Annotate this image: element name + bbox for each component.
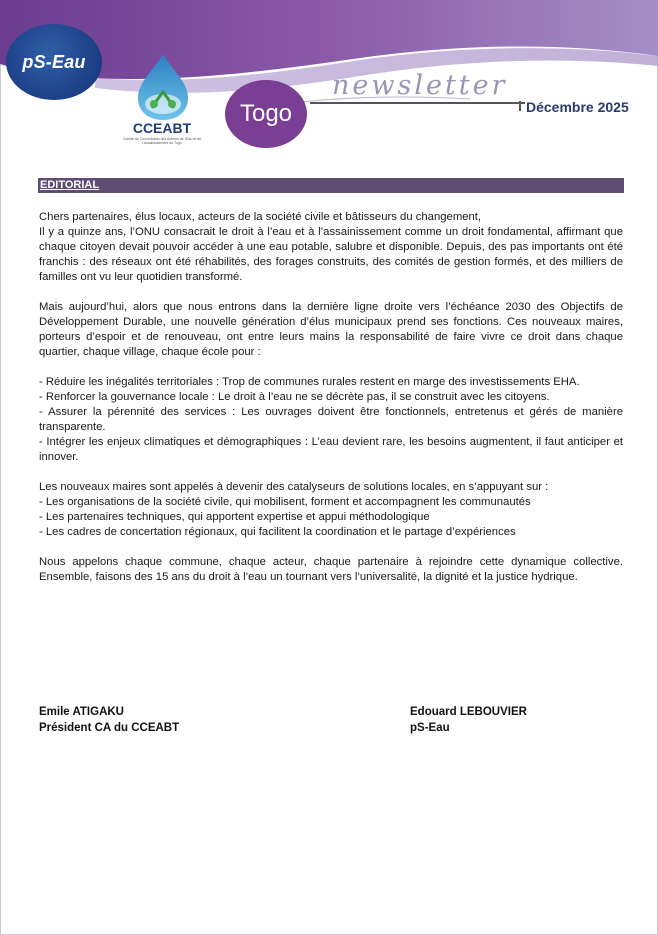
signature-right bbox=[410, 704, 527, 736]
signatory-title: Président CA du CCEABT bbox=[39, 722, 180, 734]
partner-item: - Les cadres de concertation régionaux, qui facilitent la coordination et le partage d’expériences bbox=[39, 526, 516, 538]
issue-date: Décembre 2025 bbox=[526, 99, 629, 115]
paragraph-context: Il y a quinze ans, l’ONU consacrait le droit à l’eau et à l’assainissement comme un droit fondamental, affirmant que chaque citoyen devait pouvoir accéder à une eau potable, salubre et disponible. Depuis, des pas importants ont été franchis : des réseaux ont été réhabilités, des forages construits, des comités de gestion formés, et des milliers de familles ont vu leur quotidien transformé. bbox=[39, 226, 623, 283]
country-badge bbox=[225, 80, 307, 148]
priority-item: - Intégrer les enjeux climatiques et démographiques : L’eau devient rare, les besoins augmentent, il faut anticiper et innover. bbox=[39, 436, 623, 463]
country-label: Togo bbox=[239, 100, 293, 127]
paragraph-new-mayors: Mais aujourd’hui, alors que nous entrons dans la dernière ligne droite vers l’échéance 2030 des Objectifs de Développement Durable, une nouvelle génération d’élus municipaux prend ses fonctions. Ces nouveaux maires, porteurs d’espoir et de renouveau, ont entre leurs mains la responsabilité de faire vivre ce droit dans chaque quartier, chaque village, chaque école pour : bbox=[39, 301, 623, 358]
pseau-logo bbox=[6, 24, 102, 100]
partner-item: - Les partenaires techniques, qui apportent expertise et appui méthodologique bbox=[39, 511, 430, 523]
spacer bbox=[39, 285, 623, 300]
partner-item: - Les organisations de la société civile, qui mobilisent, forment et accompagnent les communautés bbox=[39, 496, 531, 508]
newsletter-title: newsletter bbox=[332, 70, 508, 101]
editorial-section-bar bbox=[38, 178, 624, 193]
cceabt-logo-subtitle: Comité de Concertation des Acteurs de l'Eau et de l'Assainissement du Togo bbox=[122, 137, 202, 145]
signature-left bbox=[39, 704, 179, 736]
greeting: Chers partenaires, élus locaux, acteurs de la société civile et bâtisseurs du changement, bbox=[39, 211, 482, 223]
spacer bbox=[39, 540, 623, 555]
header-swoosh-background bbox=[0, 0, 658, 160]
priority-item: - Assurer la pérennité des services : Les ouvrages doivent être fonctionnels, entretenus et gérés de manière transparente. bbox=[39, 406, 623, 433]
closing-paragraph: Nous appelons chaque commune, chaque acteur, chaque partenaire à rejoindre cette dynamique collective. Ensemble, faisons des 15 ans du droit à l’eau un tournant vers l’universalité, la dignité et la justice hydrique. bbox=[39, 556, 623, 583]
pseau-logo-text: pS-Eau bbox=[22, 51, 86, 72]
signatory-name: Emile ATIGAKU bbox=[39, 706, 124, 718]
partners-intro: Les nouveaux maires sont appelés à devenir des catalyseurs de solutions locales, en s’appuyant sur : bbox=[39, 481, 549, 493]
signatory-name: Edouard LEBOUVIER bbox=[410, 706, 527, 718]
editorial-body bbox=[39, 210, 623, 585]
spacer bbox=[39, 465, 623, 480]
priority-item: - Renforcer la gouvernance locale : Le droit à l’eau ne se décrète pas, il se construit avec les citoyens. bbox=[39, 391, 550, 403]
spacer bbox=[39, 360, 623, 375]
editorial-heading: EDITORIAL bbox=[40, 179, 100, 191]
priority-item: - Réduire les inégalités territoriales : Trop de communes rurales restent en marge des investissements EHA. bbox=[39, 376, 580, 388]
date-rule-tick bbox=[519, 101, 521, 111]
signatory-title: pS-Eau bbox=[410, 722, 450, 734]
cceabt-logo-text: CCEABT bbox=[132, 120, 192, 136]
newsletter-header bbox=[0, 0, 658, 160]
date-rule bbox=[310, 102, 525, 104]
